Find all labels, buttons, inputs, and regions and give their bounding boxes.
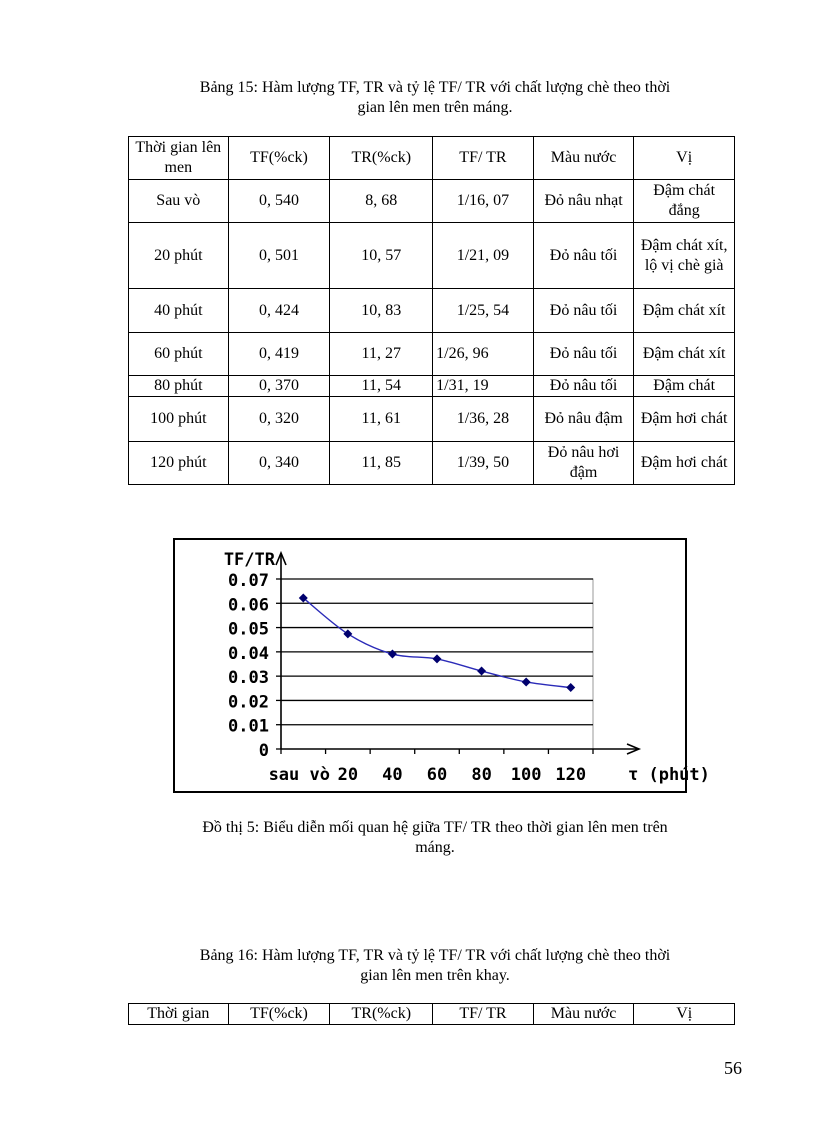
table-cell: 0, 419 [228, 333, 330, 376]
x-tick-label: sau vò [268, 765, 330, 785]
y-tick-label: 0.04 [228, 643, 269, 664]
table-cell: 20 phút [129, 223, 229, 289]
table-row [129, 180, 735, 223]
x-tick-label: 40 [382, 765, 403, 785]
table-row [129, 223, 735, 289]
table15-header-cell: Vị [634, 137, 735, 180]
x-tick-label: 20 [337, 765, 359, 785]
table16-caption [140, 946, 730, 986]
data-point [343, 629, 352, 638]
table-cell: 1/36, 28 [433, 397, 534, 442]
table15-header-cell: TF(%ck) [228, 137, 330, 180]
table-cell: 1/16, 07 [433, 180, 534, 223]
table-cell: 11, 85 [330, 442, 433, 485]
table-cell: Sau vò [129, 180, 229, 223]
table-cell: 100 phút [129, 397, 229, 442]
y-tick-label: 0.05 [228, 619, 269, 640]
table15-header-cell: Thời gian lên men [129, 137, 229, 180]
table-cell: Đỏ nâu tối [533, 376, 634, 397]
table-row [129, 333, 735, 376]
table16-caption-line1: Bảng 16: Hàm lượng TF, TR và tỷ lệ TF/ TR với chất lượng chè theo thời [199, 947, 671, 964]
table-cell: Đỏ nâu tối [533, 223, 634, 289]
table16-header-cell: TR(%ck) [330, 1004, 433, 1025]
table-cell: Đậm hơi chát [634, 397, 735, 442]
table-cell: 0, 340 [228, 442, 330, 485]
table16-header-cell: Màu nước [533, 1004, 634, 1025]
x-tick-label: 120 [555, 765, 587, 785]
table15-header-cell: TR(%ck) [330, 137, 433, 180]
data-point [566, 683, 575, 692]
table-row [129, 397, 735, 442]
page-number: 56 [724, 1058, 742, 1078]
figure5-caption-line1: Đồ thị 5: Biểu diễn mối quan hệ giữa TF/ TR theo thời gian lên men trên [202, 819, 668, 836]
chart-frame [173, 538, 710, 793]
table-cell: 0, 370 [228, 376, 330, 397]
table-cell: 120 phút [129, 442, 229, 485]
table-cell: 0, 501 [228, 223, 330, 289]
x-axis-label: τ (phút) [628, 765, 710, 785]
table-cell: 0, 540 [228, 180, 330, 223]
table-cell: 60 phút [129, 333, 229, 376]
table-row [129, 376, 735, 397]
series-line [303, 598, 570, 688]
table15-caption-line2: gian lên men trên máng. [357, 99, 513, 116]
data-point [388, 650, 397, 659]
table-cell: 1/25, 54 [433, 289, 534, 333]
table-cell: 11, 54 [330, 376, 433, 397]
table16 [128, 1003, 735, 1025]
table-cell: Đậm chát đắng [634, 180, 735, 223]
table16-caption-line2: gian lên men trên khay. [360, 967, 510, 984]
y-tick-label: 0.03 [228, 668, 269, 689]
table-cell: Đậm chát [634, 376, 735, 397]
plot-area-frame [281, 579, 593, 749]
x-tick-label: 100 [510, 765, 542, 785]
table16-header-cell: TF/ TR [433, 1004, 534, 1025]
table-cell: Đỏ nâu nhạt [533, 180, 634, 223]
table15-header-row [129, 137, 735, 180]
y-tick-label: 0.06 [228, 595, 269, 616]
table-cell: Đậm chát xít [634, 289, 735, 333]
table-row [129, 442, 735, 485]
x-tick-label: 60 [426, 765, 448, 785]
table-cell: 1/26, 96 [433, 333, 534, 376]
y-tick-label: 0.01 [228, 716, 269, 737]
figure5-caption-line2: máng. [415, 839, 455, 856]
table16-header-cell: TF(%ck) [228, 1004, 330, 1025]
table15-header-cell: Màu nước [533, 137, 634, 180]
figure5-caption [140, 818, 730, 858]
x-tick-label: 80 [471, 765, 492, 785]
data-point [433, 654, 442, 663]
y-tick-label: 0.07 [228, 571, 269, 591]
table16-header-cell: Thời gian [129, 1004, 229, 1025]
table15-caption [140, 78, 730, 118]
table16-header-cell: Vị [634, 1004, 735, 1025]
table15 [128, 136, 735, 485]
table-cell: 1/39, 50 [433, 442, 534, 485]
table15-header-cell: TF/ TR [433, 137, 534, 180]
table-cell: 1/31, 19 [433, 376, 534, 397]
table-cell: Đậm chát xít, lộ vị chè già [634, 223, 735, 289]
data-point [477, 667, 486, 676]
table-cell: 80 phút [129, 376, 229, 397]
table-cell: 11, 61 [330, 397, 433, 442]
table-cell: 0, 320 [228, 397, 330, 442]
table15-caption-line1: Bảng 15: Hàm lượng TF, TR và tỷ lệ TF/ TR với chất lượng chè theo thời [199, 79, 671, 96]
y-tick-label: 0.02 [228, 692, 269, 713]
y-axis-label: TF/TR [223, 550, 275, 570]
table-cell: 0, 424 [228, 289, 330, 333]
data-point [522, 677, 531, 686]
y-tick-label: 0 [258, 741, 269, 761]
table-cell: Đỏ nâu tối [533, 333, 634, 376]
table-cell: 10, 57 [330, 223, 433, 289]
table16-header-row [129, 1004, 735, 1025]
table-cell: Đỏ nâu tối [533, 289, 634, 333]
table-row [129, 289, 735, 333]
table-cell: 11, 27 [330, 333, 433, 376]
table-cell: Đỏ nâu hơi đậm [533, 442, 634, 485]
table-cell: Đỏ nâu đậm [533, 397, 634, 442]
table-cell: 10, 83 [330, 289, 433, 333]
table-cell: Đậm chát xít [634, 333, 735, 376]
table-cell: 8, 68 [330, 180, 433, 223]
tf-tr-line-chart [175, 540, 710, 791]
table-cell: 40 phút [129, 289, 229, 333]
table-cell: Đậm hơi chát [634, 442, 735, 485]
table-cell: 1/21, 09 [433, 223, 534, 289]
